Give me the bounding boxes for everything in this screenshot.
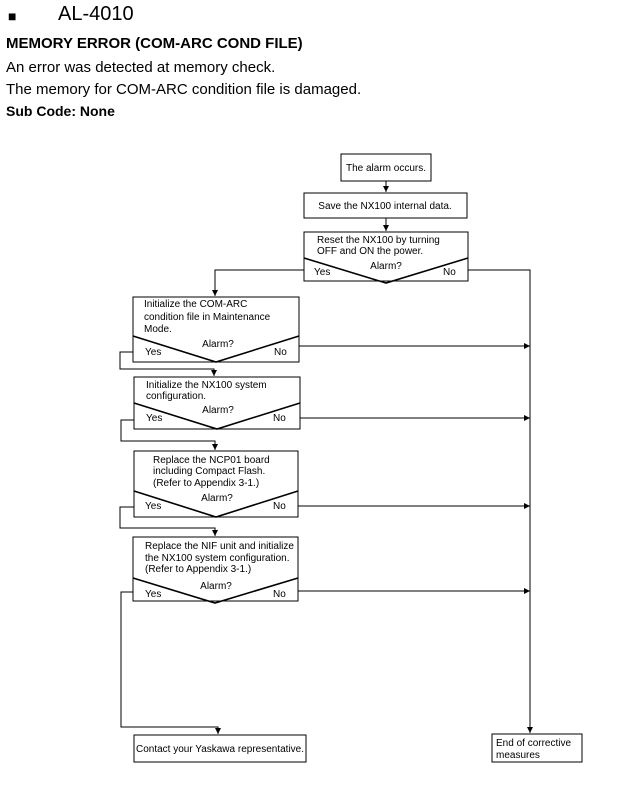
step4-line-3: (Refer to Appendix 3-1.)	[145, 564, 252, 575]
step3-yes-label: Yes	[145, 501, 162, 512]
step1-decision-label: Alarm?	[202, 339, 234, 350]
alarm-title: MEMORY ERROR (COM-ARC COND FILE)	[6, 35, 303, 52]
save-data-text: Save the NX100 internal data.	[318, 201, 452, 212]
start-text: The alarm occurs.	[345, 163, 427, 174]
step-replace-ncp01-box	[134, 451, 298, 517]
step1-line-3: Mode.	[144, 324, 172, 335]
step1-no-label: No	[274, 347, 287, 358]
reset-yes-label: Yes	[314, 267, 331, 278]
contact-representative-box	[134, 735, 306, 762]
step1-yes-label: Yes	[145, 347, 162, 358]
step-replace-nif-box	[133, 537, 298, 603]
step4-line-1: Replace the NIF unit and initialize	[145, 541, 294, 552]
end-box	[492, 734, 582, 762]
step4-decision-label: Alarm?	[200, 581, 232, 592]
end-text-line-2: measures	[496, 750, 540, 761]
bullet-square-icon: ■	[8, 8, 17, 24]
reset-text-line-2: OFF and ON the power.	[317, 246, 424, 257]
step1-line-1: Initialize the COM-ARC	[144, 299, 248, 310]
reset-no-label: No	[443, 267, 456, 278]
step4-line-2: the NX100 system configuration.	[145, 553, 290, 564]
reset-decision-label: Alarm?	[370, 261, 402, 272]
reset-text-line-1: Reset the NX100 by turning	[317, 235, 440, 246]
end-text-line-1: End of corrective	[496, 738, 572, 749]
alarm-code: AL-4010	[58, 3, 134, 25]
sub-code: Sub Code: None	[6, 103, 115, 119]
step4-yes-label: Yes	[145, 589, 162, 600]
step3-decision-label: Alarm?	[201, 493, 233, 504]
step1-line-2: condition file in Maintenance	[144, 312, 271, 323]
step2-line-2: configuration.	[146, 391, 207, 402]
step2-line-1: Initialize the NX100 system	[146, 380, 267, 391]
reset-box	[304, 232, 468, 283]
start-box	[341, 154, 431, 181]
description-line-1: An error was detected at memory check.	[6, 59, 276, 76]
step3-line-3: (Refer to Appendix 3-1.)	[153, 478, 260, 489]
contact-text: Contact your Yaskawa representative.	[135, 744, 305, 755]
step3-line-2: including Compact Flash.	[153, 466, 266, 477]
save-data-box	[304, 193, 467, 218]
step-init-comarc-box	[133, 297, 299, 362]
step4-no-label: No	[273, 589, 286, 600]
step3-line-1: Replace the NCP01 board	[153, 455, 270, 466]
step2-yes-label: Yes	[146, 413, 163, 424]
step2-no-label: No	[273, 413, 286, 424]
step2-decision-label: Alarm?	[202, 405, 234, 416]
step-init-system-box	[134, 377, 300, 429]
description-line-2: The memory for COM-ARC condition file is damaged.	[6, 81, 362, 98]
step3-no-label: No	[273, 501, 286, 512]
